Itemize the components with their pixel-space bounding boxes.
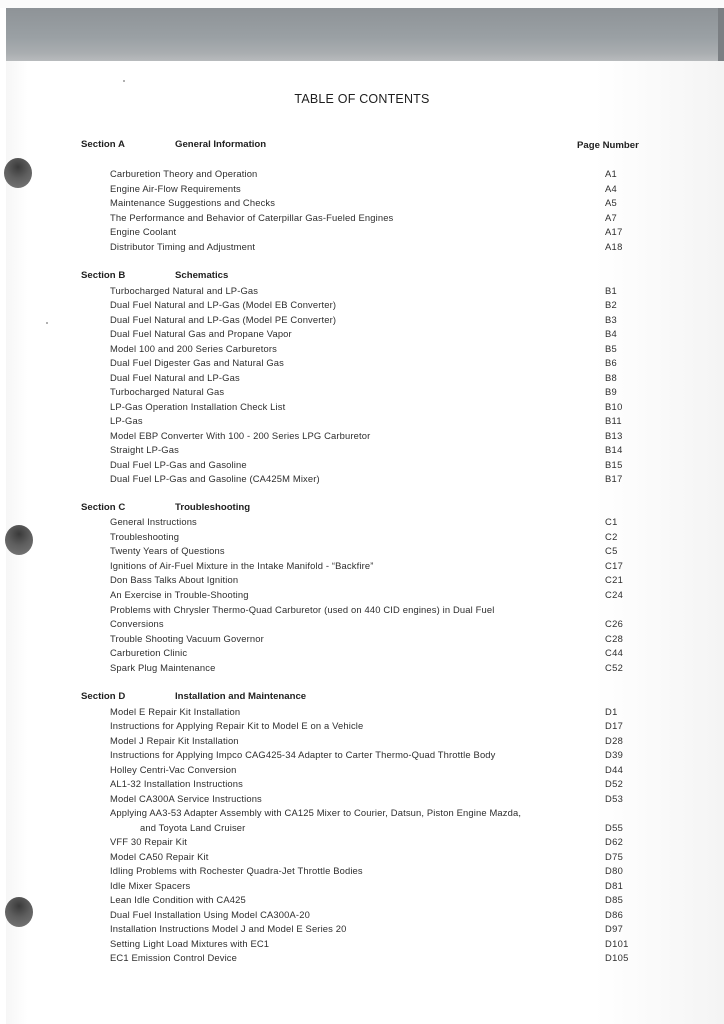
entry-title: Turbocharged Natural and LP-Gas — [110, 284, 259, 296]
entry-title: Installation Instructions Model J and Model E Series 20 — [110, 923, 347, 934]
toc-entry — [110, 764, 670, 779]
entry-title: The Performance and Behavior of Caterpillar Gas-Fueled Engines — [110, 211, 394, 223]
entry-page: A5 — [605, 197, 618, 209]
toc-entry — [110, 516, 670, 531]
entry-title: Trouble Shooting Vacuum Governor — [110, 632, 264, 644]
entry-page: D44 — [605, 763, 624, 775]
entry-page: B4 — [605, 328, 618, 339]
toc-entry — [110, 647, 670, 662]
toc-entry — [110, 720, 670, 735]
section-name: Troubleshooting — [175, 502, 251, 513]
entry-title: Model J Repair Kit Installation — [110, 734, 239, 746]
toc-entry — [110, 574, 670, 589]
section-name: General Information — [175, 139, 267, 150]
toc-entry — [110, 618, 670, 633]
entry-page: C17 — [605, 559, 624, 571]
entry-page: B13 — [605, 429, 623, 441]
entry-title: Twenty Years of Questions — [110, 545, 225, 557]
toc-entry — [110, 430, 670, 445]
toc-entry — [110, 706, 670, 721]
entry-title: Model CA300A Service Instructions — [110, 792, 262, 804]
toc-entry — [110, 822, 670, 837]
entry-title: Setting Light Load Mixtures with EC1 — [110, 937, 270, 949]
entry-page: A4 — [605, 182, 618, 194]
punch-hole-middle — [5, 525, 33, 555]
scan-speck — [123, 80, 125, 82]
entry-page: B9 — [605, 386, 618, 397]
entry-title: LP-Gas — [110, 415, 143, 426]
entry-page: B11 — [605, 415, 622, 426]
scan-speck — [46, 322, 48, 324]
entry-page: D17 — [605, 720, 624, 731]
toc-entry — [110, 343, 670, 358]
entry-page: C21 — [605, 574, 624, 586]
toc-entry — [110, 807, 670, 822]
entry-title: Carburetion Clinic — [110, 647, 188, 659]
entry-title: Dual Fuel LP-Gas and Gasoline (CA425M Mixer) — [110, 473, 320, 484]
entry-title: Lean Idle Condition with CA425 — [110, 894, 246, 905]
entry-title: Engine Air-Flow Requirements — [110, 182, 241, 194]
entry-title: Dual Fuel Natural Gas and Propane Vapor — [110, 328, 292, 339]
toc-entry — [110, 299, 670, 314]
entry-title: Distributor Timing and Adjustment — [110, 241, 256, 252]
entry-title: Dual Fuel Digester Gas and Natural Gas — [110, 357, 285, 368]
entry-page: D62 — [605, 836, 624, 847]
page-number-column-header: Page Number — [577, 140, 639, 151]
entry-page: D86 — [605, 908, 624, 920]
entry-page: D1 — [605, 705, 618, 717]
entry-title: Holley Centri-Vac Conversion — [110, 763, 237, 775]
toc-entry — [110, 778, 670, 793]
toc-entry — [110, 749, 670, 764]
toc-entry — [110, 865, 670, 880]
entry-title: Model E Repair Kit Installation — [110, 705, 241, 717]
entry-page: B10 — [605, 400, 623, 412]
toc-entry — [110, 473, 670, 488]
section-heading-a — [81, 139, 266, 150]
toc-entry — [110, 836, 670, 851]
section-label: Section C — [81, 502, 126, 513]
entry-title: Dual Fuel Natural and LP-Gas (Model EB Converter) — [110, 299, 337, 310]
toc-entry — [110, 241, 670, 256]
toc-entry — [110, 909, 670, 924]
entry-page: B15 — [605, 458, 623, 470]
entry-page: D28 — [605, 734, 624, 746]
toc-entry — [110, 314, 670, 329]
entry-title: Troubleshooting — [110, 530, 180, 542]
entry-page: C2 — [605, 530, 618, 542]
toc-entry — [110, 226, 670, 241]
entry-title: Problems with Chrysler Thermo-Quad Carburetor (used on 440 CID engines) in Dual Fuel — [110, 603, 495, 615]
scanner-shadow-band — [6, 8, 724, 62]
entry-page: C26 — [605, 618, 624, 630]
entry-page: C44 — [605, 647, 624, 659]
entry-title: Maintenance Suggestions and Checks — [110, 197, 276, 209]
entry-page: B3 — [605, 313, 618, 325]
toc-entry — [110, 880, 670, 895]
entry-page: B17 — [605, 473, 623, 484]
entry-title: Instructions for Applying Repair Kit to Model E on a Vehicle — [110, 720, 364, 731]
section-heading-b — [81, 270, 228, 281]
entry-page: B5 — [605, 342, 618, 354]
entry-title: An Exercise in Trouble-Shooting — [110, 589, 249, 600]
punch-hole-top — [4, 158, 32, 188]
toc-entry — [110, 560, 670, 575]
entry-title: VFF 30 Repair Kit — [110, 836, 188, 847]
entry-title: Dual Fuel Natural and LP-Gas — [110, 371, 240, 383]
entry-title: EC1 Emission Control Device — [110, 952, 238, 963]
entry-title: Dual Fuel Installation Using Model CA300A-20 — [110, 908, 310, 920]
toc-entry — [110, 197, 670, 212]
entry-page: D75 — [605, 850, 624, 862]
toc-entry — [110, 793, 670, 808]
entry-title: Ignitions of Air-Fuel Mixture in the Intake Manifold - “Backfire” — [110, 559, 374, 571]
toc-entry — [110, 444, 670, 459]
entry-page: A7 — [605, 211, 618, 223]
entry-title: Conversions — [110, 618, 164, 630]
entry-title: and Toyota Land Cruiser — [140, 821, 246, 833]
toc-entry — [110, 952, 670, 967]
entry-title: General Instructions — [110, 516, 197, 527]
section-heading-c — [81, 502, 250, 513]
entry-page: B14 — [605, 444, 623, 455]
entry-title: Applying AA3-53 Adapter Assembly with CA125 Mixer to Courier, Datsun, Piston Engine Mazda, — [110, 807, 522, 818]
entry-title: Idling Problems with Rochester Quadra-Jet Throttle Bodies — [110, 865, 363, 876]
section-label: Section B — [81, 270, 126, 281]
toc-entry — [110, 735, 670, 750]
scan-margin — [0, 0, 724, 8]
punch-hole-bottom — [5, 897, 33, 927]
entry-page: C28 — [605, 632, 624, 644]
toc-entry — [110, 604, 670, 619]
section-label: Section A — [81, 139, 125, 150]
toc-entry — [110, 183, 670, 198]
entry-page: D81 — [605, 879, 624, 891]
entry-title: Engine Coolant — [110, 226, 177, 238]
entry-page: B8 — [605, 371, 618, 383]
entry-title: Model 100 and 200 Series Carburetors — [110, 342, 277, 354]
toc-entry — [110, 459, 670, 474]
entry-title: Dual Fuel Natural and LP-Gas (Model PE Converter) — [110, 313, 337, 325]
section-name: Schematics — [175, 270, 229, 281]
entry-title: Model CA50 Repair Kit — [110, 850, 209, 862]
toc-entry — [110, 531, 670, 546]
entry-title: Carburetion Theory and Operation — [110, 168, 258, 179]
toc-entry — [110, 401, 670, 416]
toc-entry — [110, 212, 670, 227]
entry-title: Instructions for Applying Impco CAG425-34 Adapter to Carter Thermo-Quad Throttle Body — [110, 749, 496, 760]
section-heading-d — [81, 691, 306, 702]
entry-title: AL1-32 Installation Instructions — [110, 778, 243, 789]
entry-page: A1 — [605, 168, 618, 179]
entry-page: C5 — [605, 545, 618, 557]
toc-entry — [110, 168, 670, 183]
toc-entry — [110, 357, 670, 372]
entry-title: Model EBP Converter With 100 - 200 Series LPG Carburetor — [110, 429, 371, 441]
entry-page: A17 — [605, 226, 623, 238]
entry-page: B1 — [605, 284, 618, 296]
entry-page: D53 — [605, 792, 624, 804]
entry-title: Dual Fuel LP-Gas and Gasoline — [110, 458, 247, 470]
toc-entry — [110, 545, 670, 560]
entry-page: D55 — [605, 821, 624, 833]
toc-entry — [110, 938, 670, 953]
toc-entry — [110, 589, 670, 604]
section-label: Section D — [81, 691, 126, 702]
entry-page: D85 — [605, 894, 624, 905]
entry-title: Straight LP-Gas — [110, 444, 179, 455]
entry-page: C52 — [605, 662, 624, 673]
entry-page: B2 — [605, 299, 618, 310]
entry-title: Turbocharged Natural Gas — [110, 386, 225, 397]
toc-entry — [110, 662, 670, 677]
entry-page: C24 — [605, 589, 624, 600]
entry-title: Idle Mixer Spacers — [110, 879, 191, 891]
entry-page: D52 — [605, 778, 624, 789]
entry-page: D97 — [605, 923, 624, 934]
toc-entry — [110, 894, 670, 909]
toc-entry — [110, 633, 670, 648]
entry-title: LP-Gas Operation Installation Check List — [110, 400, 286, 412]
toc-entry — [110, 415, 670, 430]
toc-entry — [110, 386, 670, 401]
entry-page: C1 — [605, 516, 618, 527]
section-name: Installation and Maintenance — [175, 691, 307, 702]
toc-entry — [110, 851, 670, 866]
entry-page: B6 — [605, 357, 618, 368]
toc-entry — [110, 372, 670, 387]
entry-page: D80 — [605, 865, 624, 876]
entry-title: Spark Plug Maintenance — [110, 662, 216, 673]
toc-entry — [110, 923, 670, 938]
entry-page: D101 — [605, 937, 629, 949]
toc-entry — [110, 285, 670, 300]
entry-page: A18 — [605, 241, 623, 252]
entry-page: D105 — [605, 952, 629, 963]
entry-page: D39 — [605, 749, 624, 760]
toc-entry — [110, 328, 670, 343]
page-title: TABLE OF CONTENTS — [294, 92, 430, 106]
entry-title: Don Bass Talks About Ignition — [110, 574, 239, 586]
